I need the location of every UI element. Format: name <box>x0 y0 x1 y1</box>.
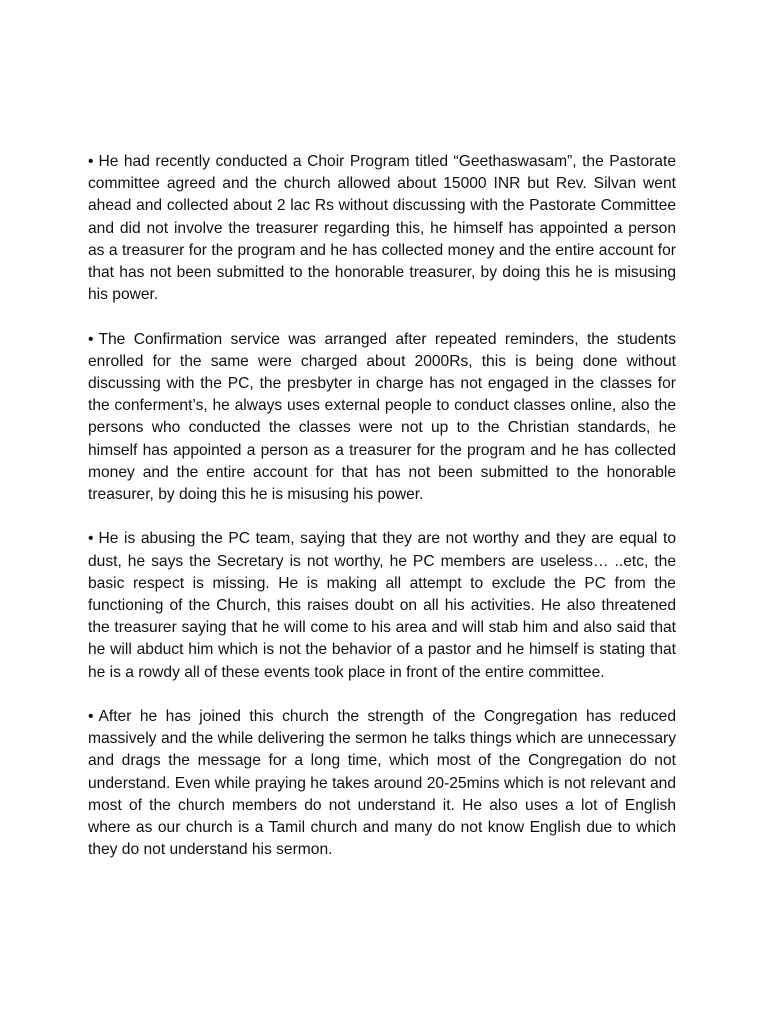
paragraph-abusing-pc-team <box>88 528 676 683</box>
bullet-icon: • <box>88 530 94 548</box>
bullet-icon: • <box>88 708 94 726</box>
paragraph-text: After he has joined this church the strength of the Congregation has reduced massively and the while delivering the sermon he talks things which are unnecessary and drags the message for a long time, which most of the Congregation do not understand. Even while praying he takes around 20-25mins which is not relevant and most of the church members do not understand it. He also uses a lot of English where as our church is a Tamil church and many do not know English due to which they do not understand his sermon. <box>88 708 676 859</box>
bullet-icon: • <box>88 330 94 348</box>
bullet-icon: • <box>88 153 94 170</box>
paragraph-choir-program <box>88 151 676 306</box>
paragraph-text: He is abusing the PC team, saying that they are not worthy and they are equal to dust, he says the Secretary is not worthy, he PC members are useless… ..etc, the basic respect is missing. He is making all attempt to exclude the PC from the functioning of the Church, this raises doubt on all his activities. He also threatened the treasurer saying that he will come to his area and will stab him and also said that he will abduct him which is not the behavior of a pastor and he himself is stating that he is a rowdy all of these events took place in front of the entire committee. <box>88 530 676 681</box>
paragraph-text: He had recently conducted a Choir Program titled “Geethaswasam”, the Pastorate committee agreed and the church allowed about 15000 INR but Rev. Silvan went ahead and collected about 2 lac Rs without discussing with the Pastorate Committee and did not involve the treasurer regarding this, he himself has appointed a person as a treasurer for the program and he has collected money and the entire account for that has not been submitted to the honorable treasurer, by doing this he is misusing his power. <box>88 153 676 304</box>
paragraph-congregation-reduced <box>88 706 676 861</box>
paragraph-confirmation-service <box>88 329 676 507</box>
document-page <box>88 151 676 884</box>
paragraph-text: The Confirmation service was arranged after repeated reminders, the students enrolled for the same were charged about 2000Rs, this is being done without discussing with the PC, the presbyter in charge has not engaged in the classes for the conferment’s, he always uses external people to conduct classes online, also the persons who conducted the classes were not up to the Christian standards, he himself has appointed a person as a treasurer for the program and he has collected money and the entire account for that has not been submitted to the honorable treasurer, by doing this he is misusing his power. <box>88 330 676 504</box>
